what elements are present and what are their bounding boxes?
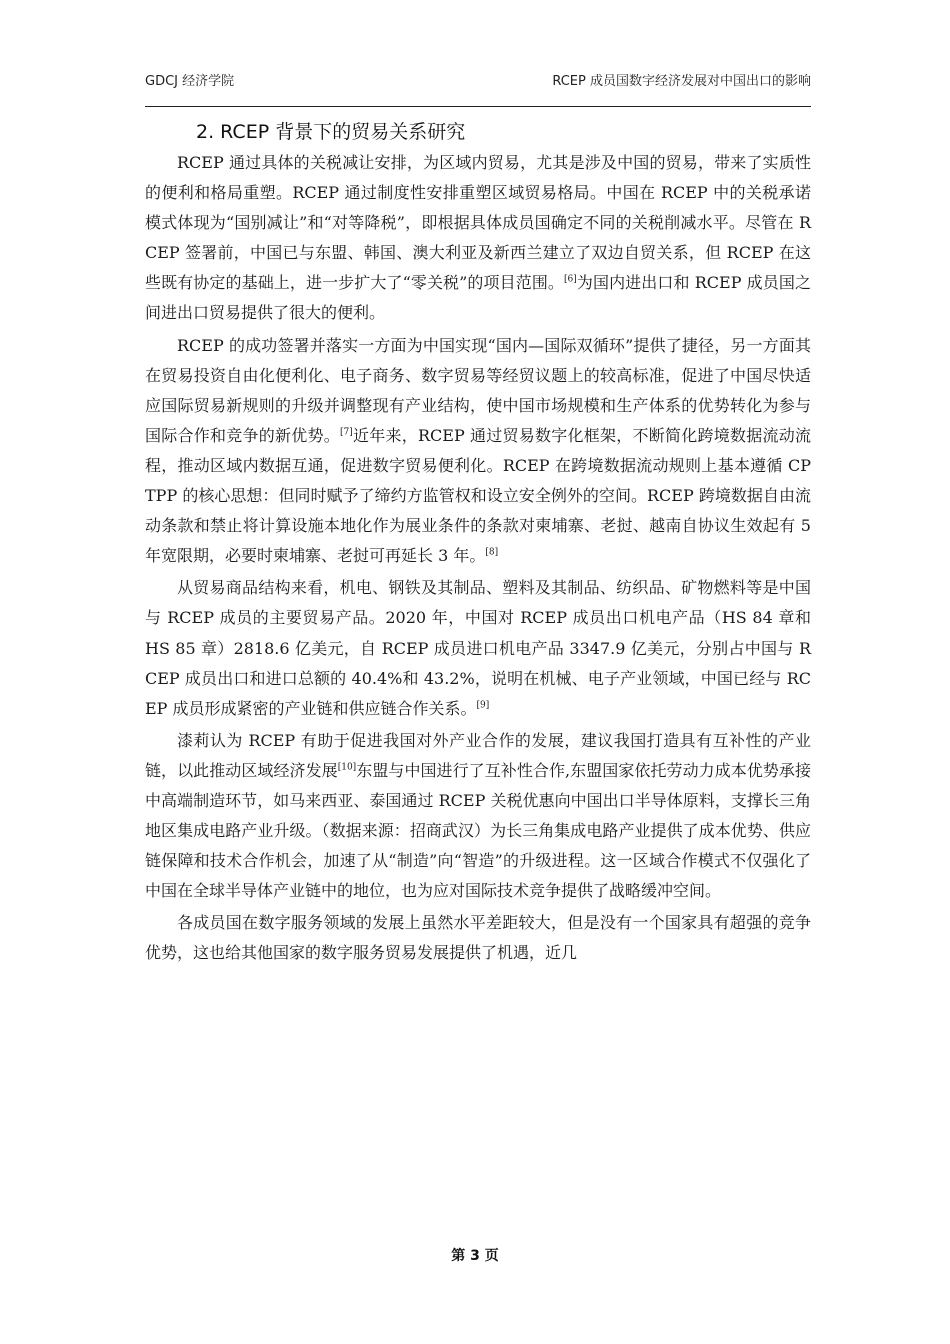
paragraph-text: 东盟与中国进行了互补性合作,东盟国家依托劳动力成本优势承接中高端制造环节，如马来西亚、泰国通过 RCEP 关税优惠向中国出口半导体原料，支撑长三角地区集成电路产业升级。（数据来源：招商武汉）为长三角集成电路产业提供了成本优势、供应链保障和技术合作机会，加速了从“制造”向“智造”的升级进程。这一区域合作模式不仅强化了中国在全球半导体产业链中的地位，也为应对国际技术竞争提供了战略缓冲空间。 bbox=[145, 760, 811, 901]
header-paper-title: RCEP 成员国数字经济发展对中国出口的影响 bbox=[552, 74, 811, 89]
paragraph-5 bbox=[145, 908, 811, 968]
citation: [7] bbox=[339, 427, 353, 438]
paragraph-text: 漆莉认为 RCEP 有助于促进我国对外产业合作的发展，建议我国打造具有互补性的产业链，以此推动区域经济发展 bbox=[145, 730, 811, 780]
page-header bbox=[145, 66, 811, 107]
citation: [6] bbox=[564, 275, 577, 286]
paragraph-text: RCEP 通过具体的关税减让安排，为区域内贸易，尤其是涉及中国的贸易，带来了实质性的便利和格局重塑。RCEP 通过制度性安排重塑区域贸易格局。中国在 RCEP 中的关税承诺模式体现为“国别减让”和“对等降税”，即根据具体成员国确定不同的关税削减水平。尽管在 RCEP 签署前，中国已与东盟、韩国、澳大利亚及新西兰建立了双边自贸关系，但 RCEP 在这些既有协定的基础上，进一步扩大了“零关税”的项目范围。 bbox=[145, 153, 811, 293]
paragraph-3 bbox=[145, 573, 811, 723]
paragraph-text: RCEP 的成功签署并落实一方面为中国实现“国内—国际双循环”提供了捷径，另一方面其在贸易投资自由化便利化、电子商务、数字贸易等经贸议题上的较高标准，促进了中国尽快适应国际贸易新规则的升级并调整现有产业结构，使中国市场规模和生产体系的优势转化为参与国际合作和竞争的新优势。 bbox=[145, 335, 811, 445]
header-institution: GDCJ 经济学院 bbox=[145, 74, 235, 89]
paragraph-1 bbox=[145, 148, 811, 329]
citation: [9] bbox=[476, 700, 490, 711]
paragraph-text: 各成员国在数字服务领域的发展上虽然水平差距较大，但是没有一个国家具有超强的竞争优势，这也给其他国家的数字服务贸易发展提供了机遇，近几 bbox=[145, 913, 811, 963]
section-title: 2. RCEP 背景下的贸易关系研究 bbox=[196, 121, 466, 143]
paragraph-text: 为国内进出口和 RCEP 成员国之间进出口贸易提供了很大的便利。 bbox=[145, 273, 811, 323]
paragraph-text: 从贸易商品结构来看，机电、钢铁及其制品、塑料及其制品、纺织品、矿物燃料等是中国与 RCEP 成员的主要贸易产品。2020 年，中国对 RCEP 成员出口机电产品（HS 84 章和 HS 85 章）2818.6 亿美元，自 RCEP 成员进口机电产品 3347.9 亿美元，分别占中国与 RCEP 成员出口和进口总额的 40.4%和 43.2%，说明在机械、电子产业领域，中国已经与 RCEP 成员形成紧密的产业链和供应链合作关系。 bbox=[145, 578, 811, 718]
page-number: 第 3 页 bbox=[451, 1248, 499, 1264]
citation: [8] bbox=[485, 547, 499, 558]
body-text bbox=[145, 148, 811, 969]
citation: [10] bbox=[337, 762, 357, 773]
paragraph-text: 近年来，RCEP 通过贸易数字化框架，不断简化跨境数据流动流程，推动区域内数据互通，促进数字贸易便利化。RCEP 在跨境数据流动规则上基本遵循 CPTPP 的核心思想：但同时赋予了缔约方监管权和设立安全例外的空间。RCEP 跨境数据自由流动条款和禁止将计算设施本地化作为展业条件的条款对柬埔寨、老挝、越南自协议生效起有 5 年宽限期，必要时柬埔寨、老挝可再延长 3 年。 bbox=[145, 425, 811, 566]
paragraph-2 bbox=[145, 331, 811, 572]
paragraph-4 bbox=[145, 726, 811, 907]
